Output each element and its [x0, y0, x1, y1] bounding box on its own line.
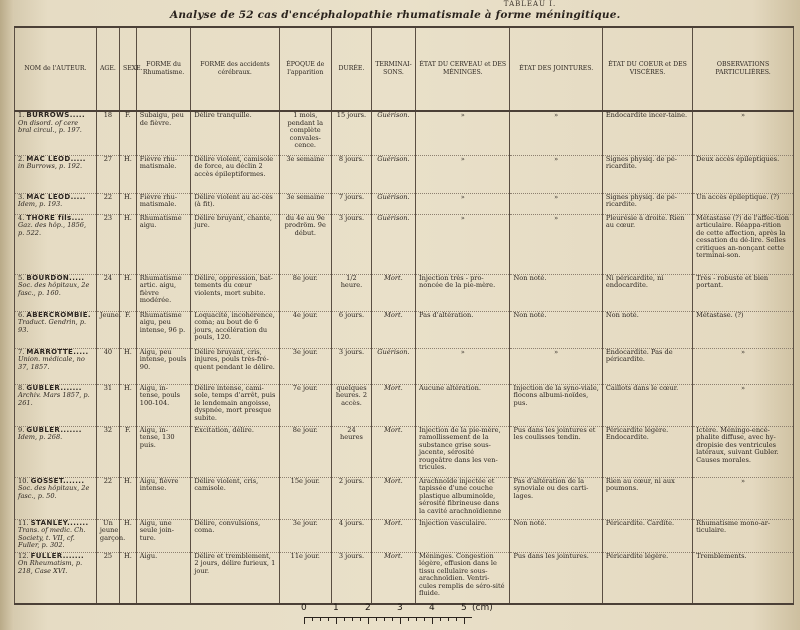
- cell-coeur: Pleurésie à droite. Rien au cœur.: [602, 214, 692, 274]
- cell-coeur: Endocardite. Pas de péricardite.: [602, 348, 692, 384]
- cell-accidents: Délire violent au ac-cès (à fit).: [191, 193, 279, 214]
- cell-duree: quelques heures. 2 accès.: [332, 384, 372, 426]
- cell-jointures: Non noté.: [510, 311, 602, 348]
- cell-obs: »: [693, 477, 794, 519]
- cell-epoque: 3e jour.: [279, 519, 331, 552]
- cell-author: [15, 519, 97, 552]
- cell-forme: Aigu, fièvre intense.: [136, 477, 191, 519]
- cell-obs: Tremblements.: [693, 552, 794, 604]
- cell-duree: 3 jours.: [332, 214, 372, 274]
- cell-epoque: 15e jour.: [279, 477, 331, 519]
- cell-accidents: Délire, oppression, bat-tements du cœur violents, mort subite.: [191, 274, 279, 311]
- cell-duree: 8 jours.: [332, 155, 372, 193]
- author-name: GUBLER.......: [26, 383, 82, 392]
- cell-age: Jeune.: [96, 311, 119, 348]
- case-number: 11.: [18, 518, 29, 527]
- cell-cerveau: Injection vasculaire.: [416, 519, 510, 552]
- cell-coeur: Non noté.: [602, 311, 692, 348]
- cell-age: Un jeune garçon.: [96, 519, 119, 552]
- cell-sex: H.: [119, 214, 136, 274]
- case-number: 8.: [18, 383, 25, 392]
- cell-accidents: Délire et tremblement, 2 jours, délire furieux, 1 jour.: [191, 552, 279, 604]
- ruler-label: 2: [365, 603, 371, 613]
- cell-cerveau: Méninges. Congestion légère, effusion dans le tissu cellulaire sous-arachnoïdien. Ventri-cules remplis de séro-sité fluide.: [416, 552, 510, 604]
- cell-jointures: Pas d'altération de la synoviale ou des carti-lages.: [510, 477, 602, 519]
- cell-epoque: 1 mois, pendant la complète convales-cence.: [279, 111, 331, 155]
- ruler-minor-tick: [424, 617, 425, 621]
- cell-duree: 2 jours.: [332, 477, 372, 519]
- cell-forme: Subaigu, peu de fièvre.: [136, 111, 191, 155]
- col-header-terminaison: TERMINAI-SONS.: [371, 27, 415, 111]
- cell-jointures: »: [510, 214, 602, 274]
- cell-sex: H.: [119, 477, 136, 519]
- cell-sex: F.: [119, 426, 136, 477]
- cell-jointures: »: [510, 348, 602, 384]
- case-number: 5.: [18, 273, 25, 282]
- cell-coeur: Signes physiq. de pé-ricardite.: [602, 193, 692, 214]
- ruler-tick: [400, 617, 401, 624]
- cell-sex: H.: [119, 193, 136, 214]
- ruler-line: [304, 617, 472, 618]
- cell-obs: »: [693, 384, 794, 426]
- author-reference: Archiv. Mars 1857, p. 261.: [18, 391, 90, 407]
- col-header-cerveau: ÉTAT DU CERVEAU et DES MÉNINGES.: [416, 27, 510, 111]
- cell-coeur: Endocardite incer-taine.: [602, 111, 692, 155]
- cell-age: 32: [96, 426, 119, 477]
- table-row: [15, 384, 794, 426]
- cell-term: Mort.: [371, 477, 415, 519]
- cell-jointures: Pus dans les jointures.: [510, 552, 602, 604]
- case-table: [14, 26, 794, 605]
- cell-age: 25: [96, 552, 119, 604]
- ruler-minor-tick: [448, 617, 449, 621]
- cell-jointures: Non noté.: [510, 519, 602, 552]
- page-edge: [0, 0, 14, 630]
- ruler-minor-tick: [440, 617, 441, 621]
- ruler-unit: (cm): [472, 603, 493, 613]
- cell-author: [15, 111, 97, 155]
- cell-duree: 7 jours.: [332, 193, 372, 214]
- cell-cerveau: Pas d'altération.: [416, 311, 510, 348]
- cell-sex: H.: [119, 348, 136, 384]
- ruler-minor-tick: [376, 617, 377, 621]
- cell-duree: 3 jours.: [332, 552, 372, 604]
- cell-term: Mort.: [371, 426, 415, 477]
- cell-cerveau: »: [416, 214, 510, 274]
- ruler-minor-tick: [408, 617, 409, 621]
- cell-term: Guérison.: [371, 214, 415, 274]
- cell-sex: H.: [119, 274, 136, 311]
- cell-author: [15, 193, 97, 214]
- cell-coeur: Péricardite. Cardite.: [602, 519, 692, 552]
- case-number: 4.: [18, 213, 25, 222]
- author-reference: Soc. des hôpitaux, 2e fasc., p. 50.: [18, 484, 90, 500]
- cell-duree: 3 jours.: [332, 348, 372, 384]
- ruler-minor-tick: [344, 617, 345, 621]
- cell-epoque: 3e semaine: [279, 193, 331, 214]
- cell-coeur: Signes physiq. de pé-ricardite.: [602, 155, 692, 193]
- cell-term: Guérison.: [371, 155, 415, 193]
- author-reference: Idem, p. 193.: [18, 200, 63, 209]
- cell-accidents: Délire violent, camisole de force, au déclin 2 accès épileptiformes.: [191, 155, 279, 193]
- col-header-accidents: FORME des accidents cérébraux.: [191, 27, 279, 111]
- cell-obs: Un accès épileptique. (?): [693, 193, 794, 214]
- cell-obs: Rhumatisme mono-ar-ticulaire.: [693, 519, 794, 552]
- col-header-jointures: ÉTAT DES JOINTURES.: [510, 27, 602, 111]
- cell-cerveau: Arachnoïde injectée et tapissée d'une couche plastique albuminoïde, sérosité fibrineuse dans la cavité arachnoïdienne: [416, 477, 510, 519]
- cell-cerveau: Injection très - pro-noncée de la pie-mère.: [416, 274, 510, 311]
- cell-term: Mort.: [371, 384, 415, 426]
- cell-author: [15, 348, 97, 384]
- cell-obs: Ictère. Méningo-encé-phalite diffuse, avec hy-dropisie des ventricules latéraux, suivant Gubler. Causes morales.: [693, 426, 794, 477]
- author-reference: Idem, p. 268.: [18, 433, 63, 442]
- cell-coeur: Rien au cœur, ni aux poumons.: [602, 477, 692, 519]
- cell-accidents: Délire bruyant, chante, jure.: [191, 214, 279, 274]
- ruler-label: 0: [301, 603, 307, 613]
- cell-coeur: Ni péricardite, ni endocardite.: [602, 274, 692, 311]
- case-number: 2.: [18, 154, 25, 163]
- cell-accidents: Délire, convulsions, coma.: [191, 519, 279, 552]
- author-name: MAC LEOD.....: [26, 154, 86, 163]
- cell-jointures: Injection de la syno-viale, flocons albumi-noïdes, pus.: [510, 384, 602, 426]
- cell-cerveau: Injection de la pie-mère, ramollissement de la substance grise sous-jacente, sérosité rougeâtre dans les ven-tricules.: [416, 426, 510, 477]
- ruler-label: 1: [333, 603, 339, 613]
- cell-cerveau: »: [416, 348, 510, 384]
- cell-author: [15, 311, 97, 348]
- cell-term: Guérison.: [371, 111, 415, 155]
- cell-cerveau: Aucune altération.: [416, 384, 510, 426]
- cell-term: Guérison.: [371, 193, 415, 214]
- ruler-minor-tick: [352, 617, 353, 621]
- ruler-minor-tick: [392, 617, 393, 621]
- ruler-tick: [464, 617, 465, 624]
- ruler-minor-tick: [360, 617, 361, 621]
- cell-age: 23: [96, 214, 119, 274]
- cell-jointures: »: [510, 155, 602, 193]
- cell-jointures: Pus dans les jointures et les coulisses tendin.: [510, 426, 602, 477]
- ruler-minor-tick: [416, 617, 417, 621]
- cell-forme: Aigu, une seule join-ture.: [136, 519, 191, 552]
- table-row: [15, 426, 794, 477]
- cell-author: [15, 552, 97, 604]
- cell-forme: Fièvre rhu-matismale.: [136, 155, 191, 193]
- cell-forme: Rhumatisme aigu.: [136, 214, 191, 274]
- cell-age: 27: [96, 155, 119, 193]
- col-header-age: AGE.: [96, 27, 119, 111]
- cell-author: [15, 477, 97, 519]
- ruler-minor-tick: [384, 617, 385, 621]
- table-row: [15, 477, 794, 519]
- cell-sex: F.: [119, 111, 136, 155]
- cell-epoque: 8e jour.: [279, 274, 331, 311]
- cell-duree: 1/2 heure.: [332, 274, 372, 311]
- cell-duree: 4 jours.: [332, 519, 372, 552]
- ruler-minor-tick: [320, 617, 321, 621]
- cell-term: Guérison.: [371, 348, 415, 384]
- author-name: THORE fils....: [26, 213, 84, 222]
- cell-obs: Métastase (?) de l'affec-tion articulaire. Réappa-rition de cette affection, après la cessation du dé-lire. Selles critiques an-nonçant cette terminai-son.: [693, 214, 794, 274]
- cell-epoque: 7e jour.: [279, 384, 331, 426]
- cell-term: Mort.: [371, 274, 415, 311]
- case-number: 7.: [18, 347, 25, 356]
- cell-accidents: Excitation, délire.: [191, 426, 279, 477]
- ruler-minor-tick: [456, 617, 457, 621]
- ruler-label: 5: [461, 603, 467, 613]
- ruler-minor-tick: [328, 617, 329, 621]
- cell-accidents: Loquacité, incohérence, coma; au bout de 6 jours, accélération du pouls, 120.: [191, 311, 279, 348]
- col-header-epoque: ÉPOQUE de l'apparition: [279, 27, 331, 111]
- author-reference: in Burrows, p. 192.: [18, 162, 83, 171]
- col-header-name: NOM de l'AUTEUR.: [15, 27, 97, 111]
- col-header-coeur: ÉTAT DU COEUR et DES VISCÈRES.: [602, 27, 692, 111]
- cell-accidents: Délire tranquille.: [191, 111, 279, 155]
- ruler-tick: [336, 617, 337, 624]
- cell-forme: Aigu, peu intense, pouls 90.: [136, 348, 191, 384]
- author-name: FULLER.......: [30, 551, 85, 560]
- cell-age: 31: [96, 384, 119, 426]
- author-reference: Trans. of medic. Ch. Society, t. VII, cf. Fuller, p. 302.: [18, 526, 86, 550]
- cell-term: Mort.: [371, 519, 415, 552]
- cell-sex: H.: [119, 519, 136, 552]
- cell-age: 18: [96, 111, 119, 155]
- cell-age: 22: [96, 193, 119, 214]
- col-header-duree: DURÉE.: [332, 27, 372, 111]
- cell-epoque: 11e jour.: [279, 552, 331, 604]
- cell-sex: F.: [119, 311, 136, 348]
- table-row: [15, 274, 794, 311]
- case-number: 1.: [18, 111, 25, 119]
- cell-obs: »: [693, 348, 794, 384]
- cell-term: Mort.: [371, 552, 415, 604]
- cell-age: 24: [96, 274, 119, 311]
- page-title: Analyse de 52 cas d'encéphalopathie rhumatismale à forme méningitique.: [170, 9, 621, 21]
- cell-forme: Aigu, in-tense, pouls 100-104.: [136, 384, 191, 426]
- cell-sex: H.: [119, 384, 136, 426]
- author-name: STANLEY.......: [30, 518, 89, 527]
- cell-duree: 15 jours.: [332, 111, 372, 155]
- cell-accidents: Délire intense, cami-sole, temps d'arrêt, puis le lendemain angoisse, dyspnée, mort presque subite.: [191, 384, 279, 426]
- ruler-tick: [432, 617, 433, 624]
- ruler-label: 4: [429, 603, 435, 613]
- cell-epoque: du 4e au 9e prodröm. 9e début.: [279, 214, 331, 274]
- author-reference: Traduct. Gendrin, p. 93.: [18, 318, 87, 334]
- author-name: MAC LEOD.....: [26, 192, 86, 201]
- table-row: [15, 552, 794, 604]
- author-reference: Soc. des hôpitaux, 2e fasc., p. 160.: [18, 281, 90, 297]
- cell-term: Mort.: [371, 311, 415, 348]
- case-number: 9.: [18, 425, 25, 434]
- cell-cerveau: »: [416, 155, 510, 193]
- cell-forme: Aigu.: [136, 552, 191, 604]
- tableau-label: TABLEAU I.: [503, 0, 557, 8]
- cell-epoque: 4e jour.: [279, 311, 331, 348]
- cell-cerveau: »: [416, 111, 510, 155]
- cell-forme: Rhumatisme aigu, peu intense, 96 p.: [136, 311, 191, 348]
- cell-epoque: 3e jour.: [279, 348, 331, 384]
- author-reference: On Rheumatism, p. 218, Case XVI.: [18, 559, 83, 575]
- col-header-observations: OBSERVATIONS PARTICULIÈRES.: [693, 27, 794, 111]
- table-row: [15, 311, 794, 348]
- cell-jointures: »: [510, 193, 602, 214]
- cell-author: [15, 155, 97, 193]
- table-row: [15, 111, 794, 155]
- cell-coeur: Péricardite légère.: [602, 552, 692, 604]
- ruler-tick: [304, 617, 305, 624]
- cell-sex: H.: [119, 552, 136, 604]
- cell-age: 22: [96, 477, 119, 519]
- case-number: 6.: [18, 310, 25, 319]
- cell-coeur: Caillots dans le cœur.: [602, 384, 692, 426]
- case-number: 3.: [18, 192, 25, 201]
- author-name: BURROWS.....: [26, 111, 86, 119]
- table-row: [15, 193, 794, 214]
- ruler-tick: [368, 617, 369, 624]
- cell-sex: H.: [119, 155, 136, 193]
- cell-duree: 24 heures: [332, 426, 372, 477]
- ruler-label: 3: [397, 603, 403, 613]
- cell-author: [15, 274, 97, 311]
- cell-forme: Fièvre rhu-matismale.: [136, 193, 191, 214]
- col-header-forme: FORME du Rhumatisme.: [136, 27, 191, 111]
- cell-accidents: Délire violent, cris, camisole.: [191, 477, 279, 519]
- cell-age: 40: [96, 348, 119, 384]
- author-name: BOURDON.....: [26, 273, 85, 282]
- cell-forme: Aigu, in-tense, 130 puis.: [136, 426, 191, 477]
- cell-author: [15, 426, 97, 477]
- cell-coeur: Péricardite légère. Endocardite.: [602, 426, 692, 477]
- col-header-sex: SEXE.: [119, 27, 136, 111]
- cell-obs: Métastase. (?): [693, 311, 794, 348]
- table-header-row: [15, 27, 794, 111]
- table-row: [15, 155, 794, 193]
- cell-obs: Deux accès épileptiques.: [693, 155, 794, 193]
- table-row: [15, 214, 794, 274]
- cell-obs: »: [693, 111, 794, 155]
- cell-accidents: Délire bruyant, cris, injures, pouls très-fré-quent pendant le délire.: [191, 348, 279, 384]
- cell-jointures: »: [510, 111, 602, 155]
- table-row: [15, 348, 794, 384]
- ruler-minor-tick: [312, 617, 313, 621]
- author-name: MARROTTE.....: [26, 347, 89, 356]
- cell-author: [15, 384, 97, 426]
- cell-author: [15, 214, 97, 274]
- cell-duree: 6 jours.: [332, 311, 372, 348]
- case-number: 12.: [18, 551, 29, 560]
- author-reference: Union. médicale, no 37, 1857.: [18, 355, 85, 371]
- cell-jointures: Non noté.: [510, 274, 602, 311]
- scale-ruler: [292, 603, 512, 629]
- author-name: GUBLER.......: [26, 425, 82, 434]
- author-reference: On disord. of cere bral circul., p. 197.: [18, 118, 82, 135]
- cell-cerveau: »: [416, 193, 510, 214]
- case-number: 10.: [18, 476, 29, 485]
- cell-epoque: 3e semaine: [279, 155, 331, 193]
- cell-obs: Très - robuste et bien portant.: [693, 274, 794, 311]
- author-name: ABERCROMBIE.: [26, 310, 91, 319]
- cell-forme: Rhumatisme artic. aigu, fièvre modérée.: [136, 274, 191, 311]
- author-reference: Gaz. des hôp., 1856, p. 522.: [18, 221, 87, 237]
- cell-epoque: 8e jour.: [279, 426, 331, 477]
- author-name: GOSSET.......: [30, 476, 85, 485]
- table-row: [15, 519, 794, 552]
